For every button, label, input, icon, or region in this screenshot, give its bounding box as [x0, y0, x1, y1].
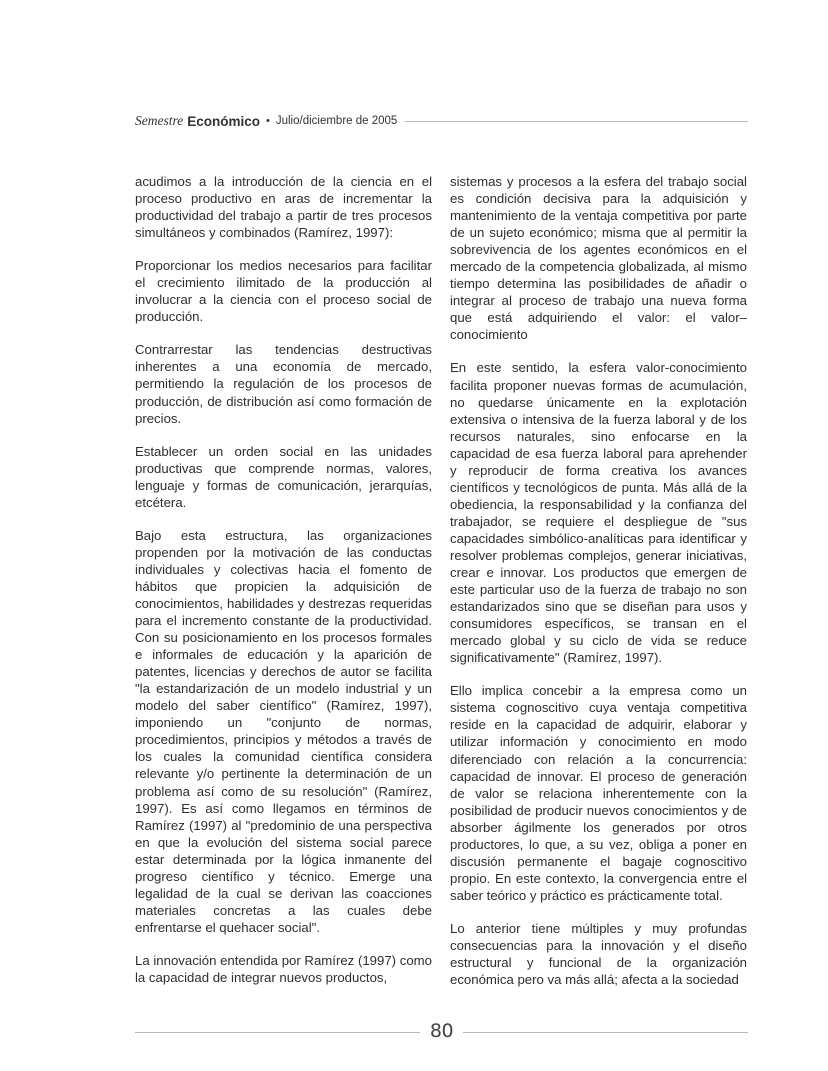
journal-name-italic: Semestre [135, 113, 184, 128]
paragraph: Ello implica concebir a la empresa como un sistema cognoscitivo cuya ventaja competitiva reside en la capacidad de adquirir, elaborar y utilizar información y conocimiento en modo diferenciado con relación a la concurrencia: capacidad de innovar. El proceso de generación de valor se relaciona inherentemente con la posibilidad de producir nuevos conocimientos y de absorber ágilmente los generados por otros productores, lo que, a su vez, obliga a poner en discusión permanente el bagaje cognoscitivo propio. En este contexto, la convergencia entre el saber teórico y práctico es prácticamente total. [450, 683, 747, 903]
header-rule [405, 121, 748, 122]
right-column [450, 173, 747, 1004]
header-bullet: • [266, 115, 270, 127]
page-footer [135, 1018, 748, 1048]
paragraph: Proporcionar los medios necesarios para facilitar el crecimiento ilimitado de la producción al involucrar a la ciencia con el proceso social de producción. [135, 258, 432, 325]
footer-rule-right [463, 1032, 748, 1033]
page-number: 80 [429, 1020, 454, 1042]
paragraph: Bajo esta estructura, las organizaciones propenden por la motivación de las conductas individuales y colectivas hacia el fomento de hábitos que propicien la adquisición de conocimientos, habilidades y destrezas requeridas para el incremento constante de la productividad. Con su posicionamiento en los procesos formales e informales de educación y la aparición de patentes, licencias y derechos de autor se facilita "la estandarización de un modelo industrial y un modelo del saber científico" (Ramírez, 1997), imponiendo un "conjunto de normas, procedimientos, principios y métodos a través de los cuales la comunidad científica considera relevante y/o pertinente la determinación de un problema así como de su resolución" (Ramírez, 1997). Es así como llegamos en términos de Ramírez (1997) al "predominio de una perspectiva en que la evolución del sistema social parece estar determinada por la lógica inmanente del progreso científico y técnico. Emerge una legalidad de la cual se derivan las coacciones materiales concretas a las cuales debe enfrentarse el quehacer social". [135, 527, 432, 935]
issue-date: Julio/diciembre de 2005 [275, 115, 398, 127]
footer-rule-left [135, 1032, 420, 1033]
left-column [135, 173, 432, 1002]
paragraph: La innovación entendida por Ramírez (1997) como la capacidad de integrar nuevos productos, [135, 952, 432, 985]
journal-name-bold: Económico [187, 113, 260, 129]
paragraph: Establecer un orden social en las unidades productivas que comprende normas, valores, lenguaje y formas de comunicación, jerarquías, etcétera. [135, 443, 432, 510]
paragraph: Lo anterior tiene múltiples y muy profundas consecuencias para la innovación y el diseño estructural y funcional de la organización económica pero va más allá; afecta a la sociedad [450, 920, 747, 988]
paragraph: sistemas y procesos a la esfera del trabajo social es condición decisiva para la adquisición y mantenimiento de la ventaja competitiva por parte de un sujeto económico; misma que al permitir la sobrevivencia de los agentes económicos en el mercado de la competencia globalizada, al mismo tiempo determina las posibilidades de añadir o integrar al proceso de trabajo una nueva forma que está adquiriendo el valor: el valor–conocimiento [450, 174, 747, 343]
running-header [135, 111, 748, 131]
paragraph: Contrarrestar las tendencias destructivas inherentes a una economía de mercado, permitiendo la regulación de los procesos de producción, de distribución así como formación de precios. [135, 342, 432, 426]
paragraph: acudimos a la introducción de la ciencia en el proceso productivo en aras de incrementar la productividad del trabajo a partir de tres procesos simultáneos y combinados (Ramírez, 1997): [135, 174, 432, 241]
paragraph: En este sentido, la esfera valor-conocimiento facilita proponer nuevas formas de acumulación, no quedarse únicamente en la explotación extensiva o intensiva de la fuerza laboral y de los recursos naturales, sino enfocarse en la capacidad de esa fuerza laboral para aprehender y reproducir de forma creativa los avances científicos y tecnológicos de punta. Más allá de la obediencia, la responsabilidad y la confianza del trabajador, se requiere el despliegue de "sus capacidades simbólico-analíticas para identificar y resolver problemas complejos, generar iniciativas, crear e innovar. Los productos que emergen de este particular uso de la fuerza de trabajo no son estandarizados sino que se diseñan para usos y consumidores específicos, se transan en el mercado global y su ciclo de vida se reduce significativamente" (Ramírez, 1997). [450, 360, 747, 666]
